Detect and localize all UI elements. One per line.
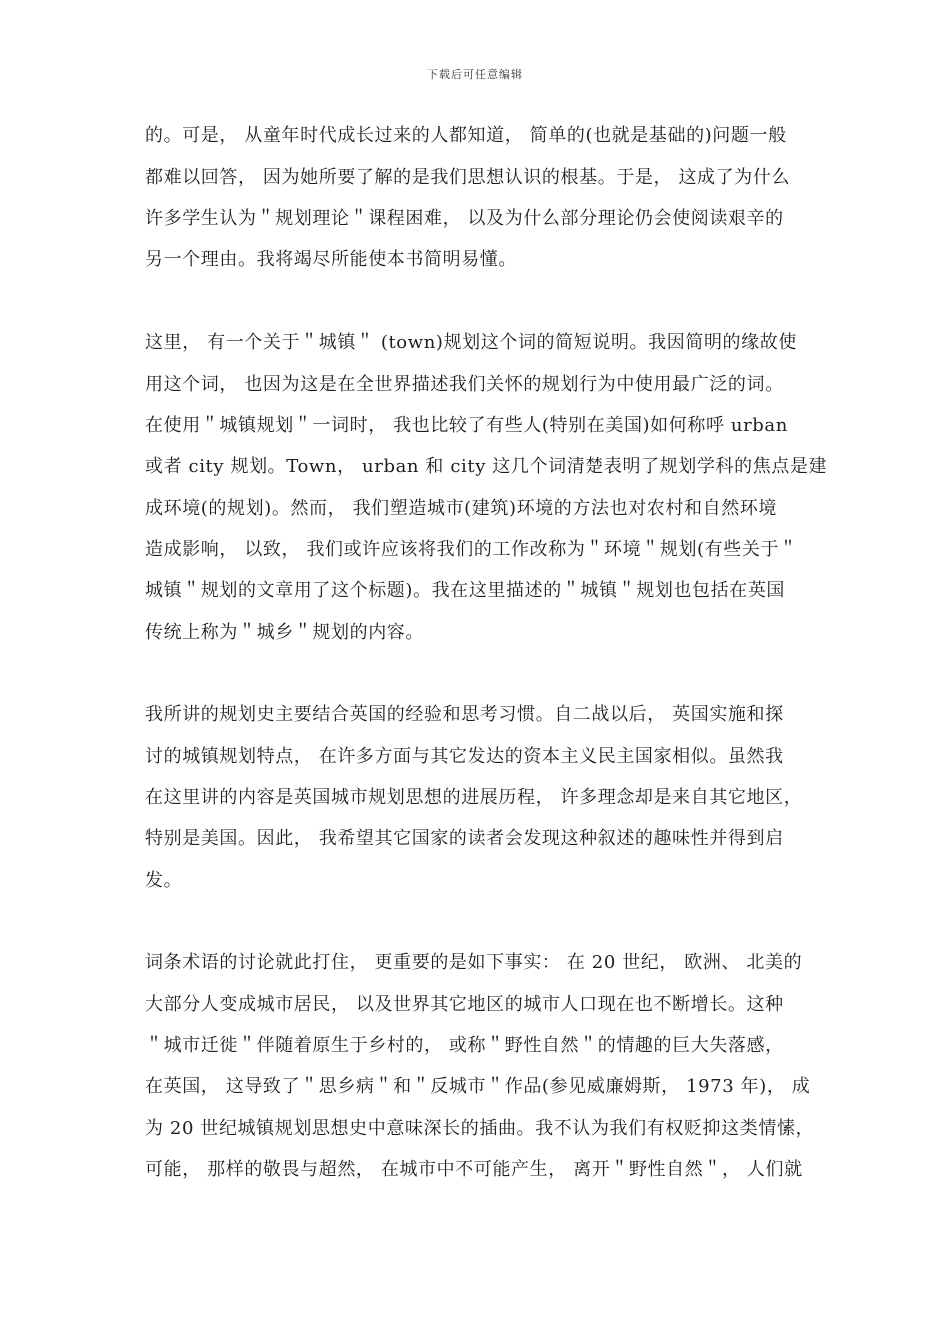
paragraph-4-line-5: 为 20 世纪城镇规划思想史中意味深长的插曲。我不认为我们有权贬抑这类情愫，: [145, 1118, 815, 1139]
page-header: 下载后可任意编辑: [427, 68, 523, 81]
paragraph-2-line-2: 用这个词， 也因为这是在全世界描述我们关怀的规划行为中使用最广泛的词。: [145, 374, 784, 395]
paragraph-3-line-5: 发。: [145, 870, 183, 891]
paragraph-1-line-1: 的。可是， 从童年时代成长过来的人都知道， 简单的(也就是基础的)问题一般: [145, 125, 787, 146]
paragraph-3-line-2: 讨的城镇规划特点， 在许多方面与其它发达的资本主义民主国家相似。虽然我: [145, 746, 784, 767]
paragraph-2-line-5: 成环境(的规划)。然而， 我们塑造城市(建筑)环境的方法也对农村和自然环境: [145, 498, 778, 519]
paragraph-4-line-6: 可能， 那样的敬畏与超然， 在城市中不可能产生， 离开＂野性自然＂， 人们就: [145, 1159, 803, 1180]
paragraph-2-line-8: 传统上称为＂城乡＂规划的内容。: [145, 622, 424, 643]
paragraph-4-line-1: 词条术语的讨论就此打住， 更重要的是如下事实： 在 20 世纪， 欧洲、 北美的: [145, 952, 803, 973]
paragraph-2-line-1: 这里， 有一个关于＂城镇＂ (town)规划这个词的简短说明。我因简明的缘故使: [145, 332, 797, 353]
paragraph-2-line-7: 城镇＂规划的文章用了这个标题)。我在这里描述的＂城镇＂规划也包括在英国: [145, 580, 786, 601]
paragraph-4-line-2: 大部分人变成城市居民， 以及世界其它地区的城市人口现在也不断增长。这种: [145, 994, 784, 1015]
paragraph-4-line-4: 在英国， 这导致了＂思乡病＂和＂反城市＂作品(参见威廉姆斯， 1973 年)， 成: [145, 1076, 811, 1097]
paragraph-3-line-3: 在这里讲的内容是英国城市规划思想的进展历程， 许多理念却是来自其它地区，: [145, 787, 803, 808]
paragraph-3-line-1: 我所讲的规划史主要结合英国的经验和思考习惯。自二战以后， 英国实施和探: [145, 704, 784, 725]
paragraph-1-line-3: 许多学生认为＂规划理论＂课程困难， 以及为什么部分理论仍会使阅读艰辛的: [145, 208, 784, 229]
paragraph-1-line-2: 都难以回答， 因为她所要了解的是我们思想认识的根基。于是， 这成了为什么: [145, 167, 791, 188]
paragraph-2-line-4: 或者 city 规划。Town， urban 和 city 这几个词清楚表明了规划学科的焦点是建: [145, 456, 828, 477]
paragraph-2-line-6: 造成影响， 以致， 我们或许应该将我们的工作改称为＂环境＂规划(有些关于＂: [145, 539, 798, 560]
paragraph-2-line-3: 在使用＂城镇规划＂一词时， 我也比较了有些人(特别在美国)如何称呼 urban: [145, 415, 788, 436]
paragraph-1-line-4: 另一个理由。我将竭尽所能使本书简明易懂。: [145, 249, 517, 270]
paragraph-4-line-3: ＂城市迁徙＂伴随着原生于乡村的， 或称＂野性自然＂的情趣的巨大失落感，: [145, 1035, 784, 1056]
paragraph-3-line-4: 特别是美国。因此， 我希望其它国家的读者会发现这种叙述的趣味性并得到启: [145, 828, 784, 849]
